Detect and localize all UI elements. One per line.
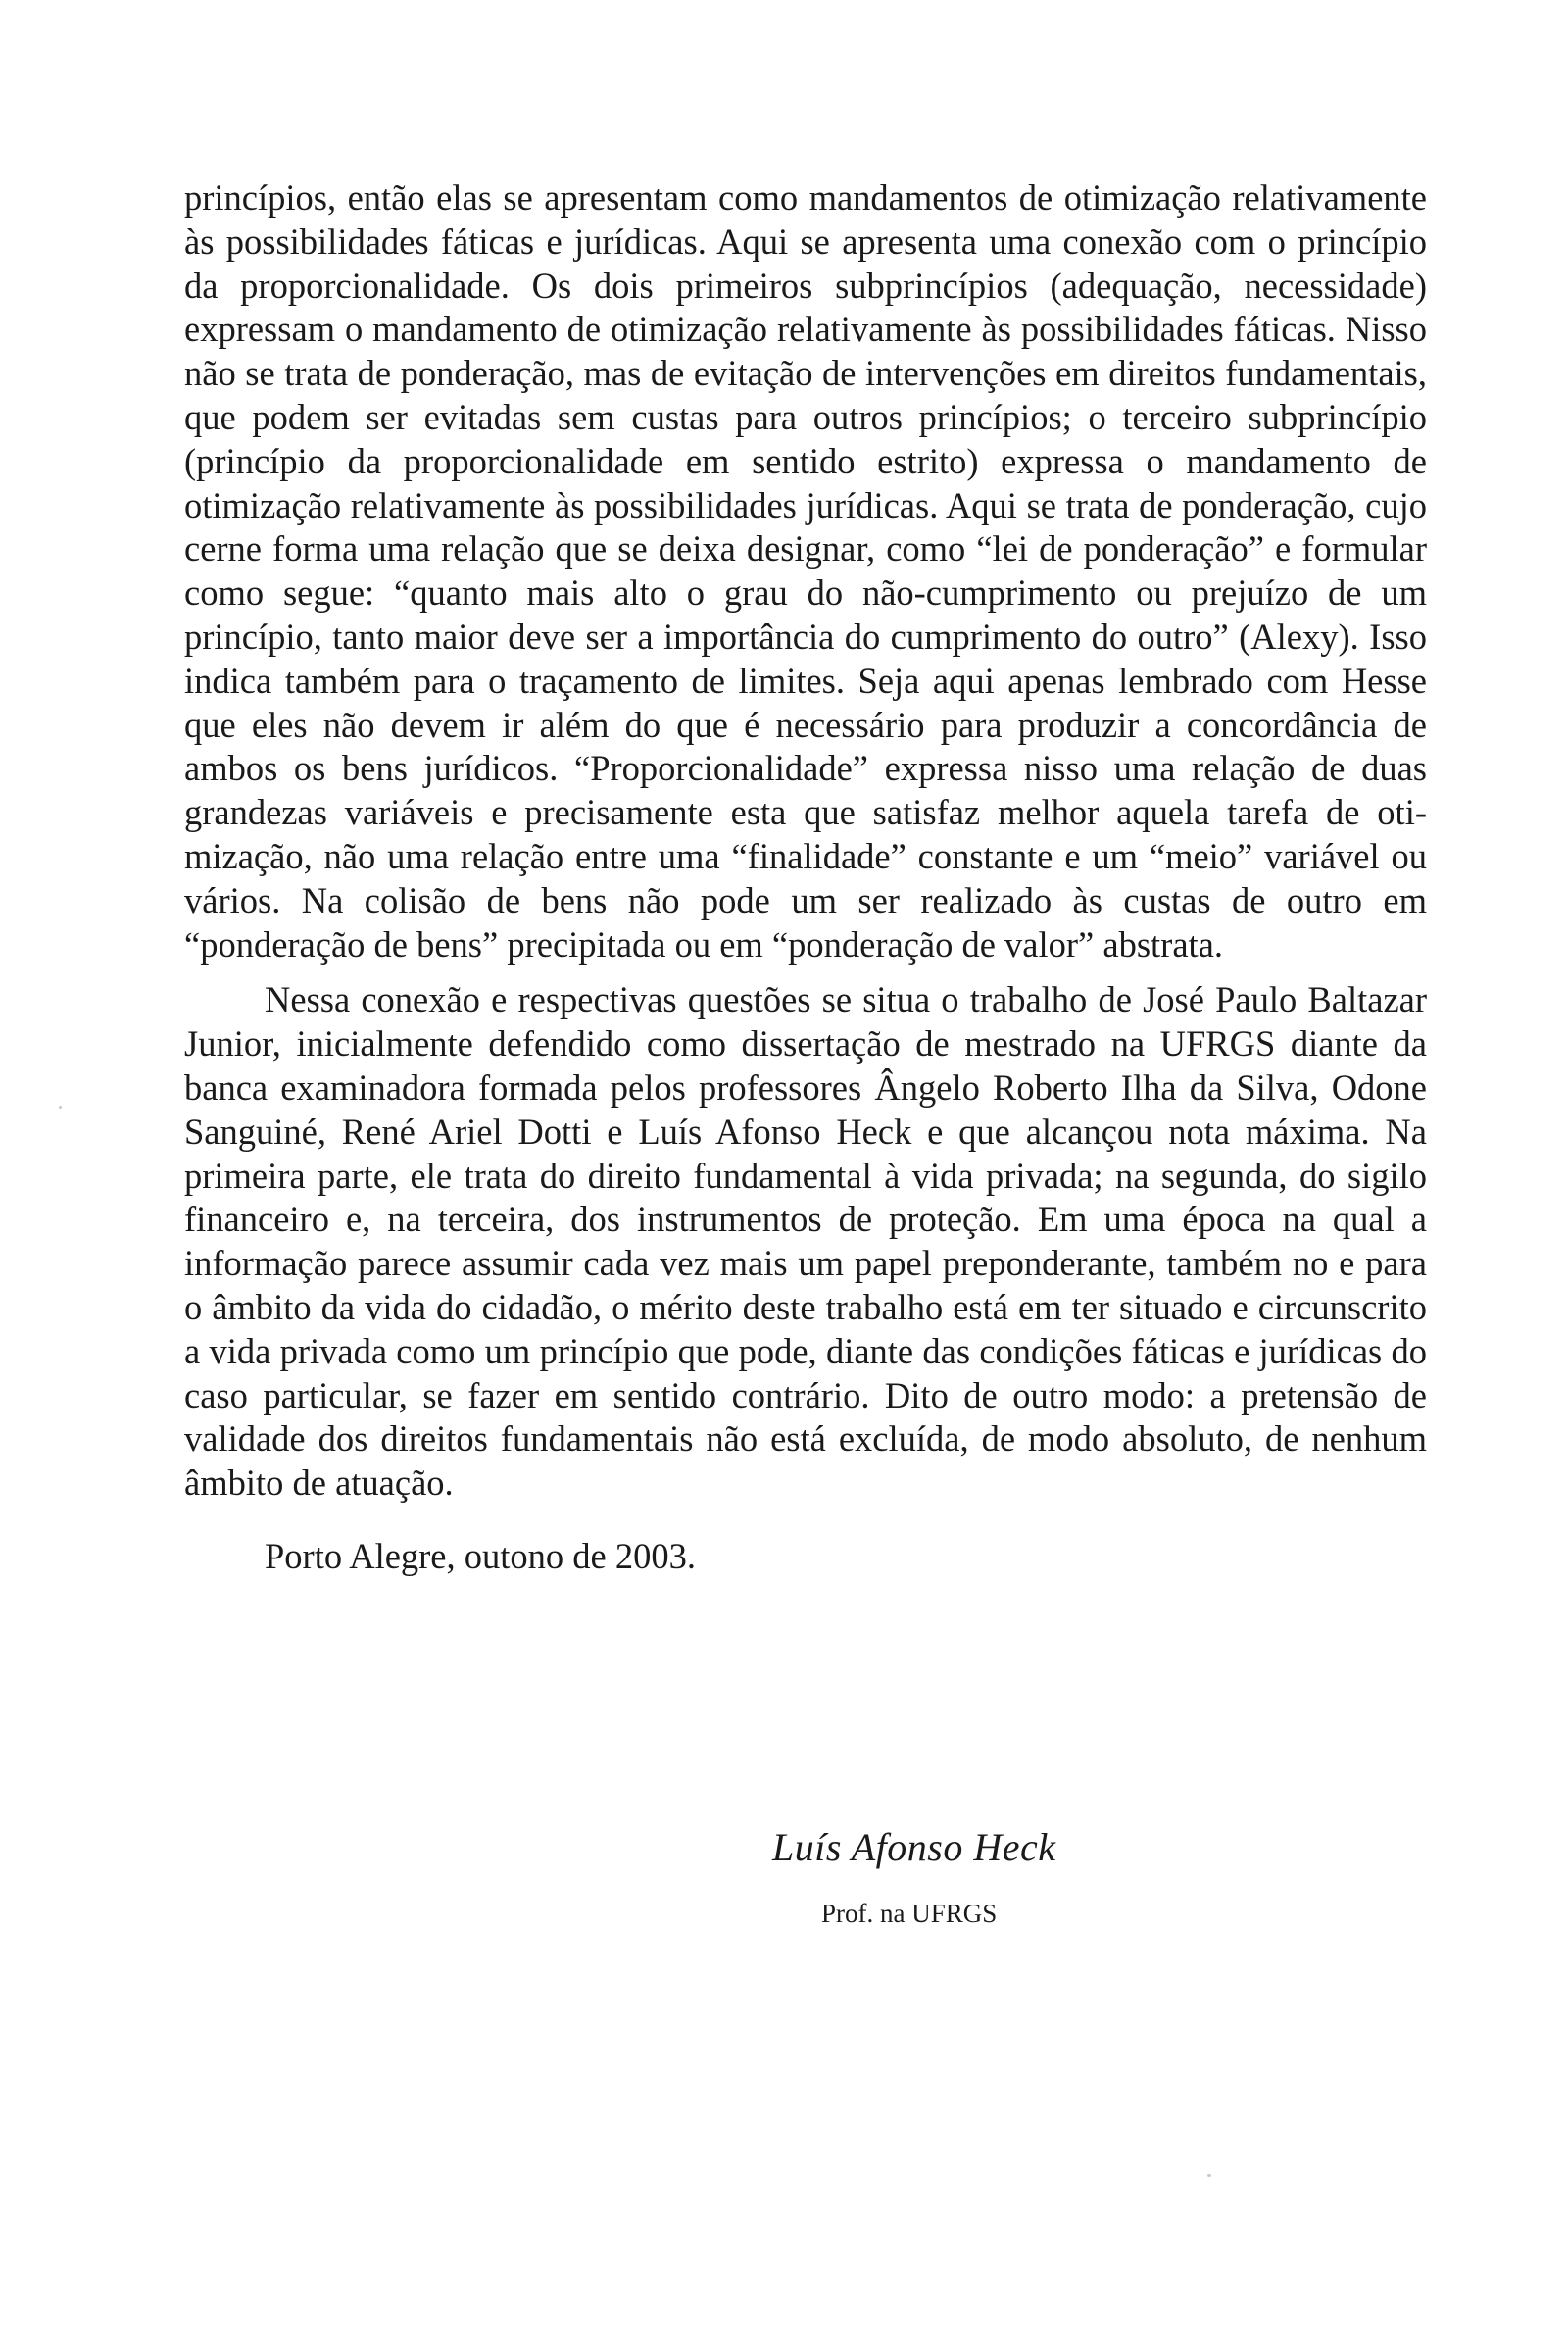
paper-speck: [1207, 2174, 1211, 2177]
paper-speck: [59, 1106, 62, 1109]
signature-name: Luís Afonso Heck: [772, 1825, 1056, 1869]
signature-title: Prof. na UFRGS: [821, 1899, 998, 1928]
paragraph-2: Nessa conexão e respectivas questões se situa o trabalho de José Paulo Baltazar Junior, inicialmente defendido como dissertação de mestrado na UFRGS diante da banca examinadora formada pelos professores Ângelo Roberto Ilha da Silva, Odone Sanguiné, René Ariel Dotti e Luís Afonso Heck e que alcançou nota máxima. Na primeira parte, ele trata do direito fundamental à vida privada; na segunda, do sigilo financeiro e, na terceira, dos instrumentos de proteção. Em uma época na qual a informação parece assumir cada vez mais um papel preponderante, também no e para o âmbito da vida do cidadão, o mérito deste trabalho está em ter situado e circunscrito a vida privada como um princípio que pode, diante das condições fáticas e jurídicas do caso particular, se fazer em sentido contrário. Dito de outro modo: a pretensão de validade dos direitos fundamentais não está excluída, de modo absoluto, de nenhum âmbito de atuação.: [184, 979, 1427, 1504]
paragraph-1: princípios, então elas se apresentam como mandamentos de otimização relativamente às possibilidades fáticas e jurídicas. Aqui se apresenta uma conexão com o princípio da proporcionalidade. Os dois primeiros subprincípios (adequação, necessidade) expressam o mandamento de otimização relativamente às possibilidades fáticas. Nisso não se trata de ponderação, mas de evitação de intervenções em direitos fundamentais, que podem ser evitadas sem custas para outros princípios; o terceiro subprincípio (princípio da proporcionalidade em sentido estrito) expressa o mandamento de otimização relativamente às possibilidades jurídicas. Aqui se trata de ponderação, cujo cerne forma uma relação que se deixa designar, como “lei de ponderação” e formular como segue: “quanto mais alto o grau do não-cumprimento ou prejuízo de um princípio, tanto maior deve ser a importância do cumprimento do outro” (Alexy). Isso indica também para o traçamento de limites. Seja aqui apenas lembrado com Hesse que eles não devem ir além do que é necessário para produzir a concordância de ambos os bens jurídicos. “Proporcionalidade” expressa nisso uma relação de duas grandezas variáveis e precisamente esta que satisfaz melhor aquela tarefa de otimização, não uma relação entre uma “finalidade” constante e um “meio” variável ou vários. Na colisão de bens não pode um ser realizado às custas de outro em “ponderação de bens” precipitada ou em “ponderação de valor” abstrata.: [184, 177, 1427, 965]
dateline: Porto Alegre, outono de 2003.: [265, 1535, 696, 1576]
body-text: [184, 176, 1427, 1579]
